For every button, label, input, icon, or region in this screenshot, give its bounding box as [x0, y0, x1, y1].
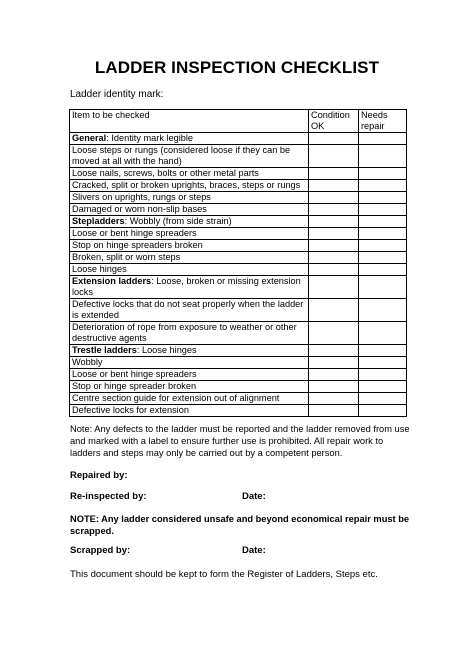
needs-repair-cell[interactable] [359, 168, 407, 180]
item-text: : Loose, broken or missing extension locks [72, 276, 301, 297]
section-heading: Stepladders [72, 216, 125, 226]
document-title: LADDER INSPECTION CHECKLIST [94, 58, 380, 77]
needs-repair-cell[interactable] [359, 180, 407, 192]
needs-repair-cell[interactable] [359, 252, 407, 264]
table-row [70, 240, 407, 252]
condition-ok-cell[interactable] [309, 145, 359, 168]
checklist-item [70, 345, 309, 357]
condition-ok-cell[interactable] [309, 216, 359, 228]
item-text: : Loose hinges [136, 345, 197, 355]
checklist-item [70, 240, 309, 252]
table-row [70, 264, 407, 276]
scrapped-by-label: Scrapped by: [70, 545, 131, 556]
item-text: Loose nails, screws, bolts or other metal parts [72, 168, 259, 178]
table-row [70, 369, 407, 381]
item-text: : Identity mark legible [106, 133, 194, 143]
checklist-item [70, 369, 309, 381]
needs-repair-cell[interactable] [359, 393, 407, 405]
needs-repair-cell[interactable] [359, 228, 407, 240]
section-heading: General [72, 133, 107, 143]
needs-repair-cell[interactable] [359, 405, 407, 417]
condition-ok-cell[interactable] [309, 276, 359, 299]
item-text: Cracked, split or broken uprights, braces, steps or rungs [72, 180, 301, 190]
table-row [70, 276, 407, 299]
scrap-warning: NOTE: Any ladder considered unsafe and beyond economical repair must be scrapped. [70, 514, 410, 536]
needs-repair-cell[interactable] [359, 369, 407, 381]
condition-ok-cell[interactable] [309, 180, 359, 192]
checklist-item [70, 192, 309, 204]
condition-ok-cell[interactable] [309, 228, 359, 240]
table-row [70, 252, 407, 264]
needs-repair-cell[interactable] [359, 133, 407, 145]
item-text: Stop or hinge spreader broken [72, 381, 197, 391]
condition-ok-cell[interactable] [309, 405, 359, 417]
item-text: Deterioration of rope from exposure to weather or other destructive agents [72, 322, 297, 343]
needs-repair-cell[interactable] [359, 216, 407, 228]
checklist-item [70, 133, 309, 145]
item-text: Wobbly [72, 357, 103, 367]
reinspected-date-label: Date: [242, 491, 266, 502]
table-row [70, 145, 407, 168]
repaired-by-label: Repaired by: [70, 470, 128, 481]
needs-repair-cell[interactable] [359, 240, 407, 252]
item-text: Defective locks for extension [72, 405, 189, 415]
condition-ok-cell[interactable] [309, 299, 359, 322]
item-text: : Wobbly (from side strain) [124, 216, 232, 226]
condition-ok-cell[interactable] [309, 240, 359, 252]
checklist-item [70, 216, 309, 228]
ladder-identity-label: Ladder identity mark: [70, 89, 164, 100]
item-text: Broken, split or worn steps [72, 252, 181, 262]
needs-repair-cell[interactable] [359, 322, 407, 345]
item-text: Damaged or worn non-slip bases [72, 204, 207, 214]
condition-ok-cell[interactable] [309, 345, 359, 357]
needs-repair-cell[interactable] [359, 192, 407, 204]
table-row [70, 216, 407, 228]
section-heading: Trestle ladders [72, 345, 137, 355]
header-needs-repair: Needs repair [359, 110, 407, 133]
inspection-checklist-table [69, 109, 407, 417]
table-row [70, 228, 407, 240]
needs-repair-cell[interactable] [359, 276, 407, 299]
item-text: Stop on hinge spreaders broken [72, 240, 203, 250]
condition-ok-cell[interactable] [309, 357, 359, 369]
header-condition-ok: Condition OK [309, 110, 359, 133]
table-row [70, 405, 407, 417]
header-item: Item to be checked [70, 110, 309, 133]
condition-ok-cell[interactable] [309, 322, 359, 345]
table-header-row [70, 110, 407, 133]
table-row [70, 322, 407, 345]
item-text: Centre section guide for extension out of alignment [72, 393, 280, 403]
item-text: Slivers on uprights, rungs or steps [72, 192, 211, 202]
needs-repair-cell[interactable] [359, 381, 407, 393]
checklist-item [70, 357, 309, 369]
checklist-item [70, 405, 309, 417]
checklist-item [70, 381, 309, 393]
condition-ok-cell[interactable] [309, 192, 359, 204]
table-row [70, 180, 407, 192]
checklist-item [70, 204, 309, 216]
needs-repair-cell[interactable] [359, 145, 407, 168]
item-text: Loose or bent hinge spreaders [72, 369, 197, 379]
needs-repair-cell[interactable] [359, 345, 407, 357]
needs-repair-cell[interactable] [359, 357, 407, 369]
reinspected-by-label: Re-inspected by: [70, 491, 147, 502]
defects-note: Note: Any defects to the ladder must be reported and the ladder removed from use and marked with a label to ensure further use is prohibited. All repair work to ladders and steps may only be carried out by a competent person. [70, 424, 410, 458]
condition-ok-cell[interactable] [309, 252, 359, 264]
register-footer: This document should be kept to form the Register of Ladders, Steps etc. [70, 569, 378, 580]
item-text: Loose or bent hinge spreaders [72, 228, 197, 238]
item-text: Loose hinges [72, 264, 127, 274]
checklist-item [70, 264, 309, 276]
checklist-item [70, 180, 309, 192]
section-heading: Extension ladders [72, 276, 152, 286]
needs-repair-cell[interactable] [359, 264, 407, 276]
checklist-item [70, 145, 309, 168]
needs-repair-cell[interactable] [359, 204, 407, 216]
condition-ok-cell[interactable] [309, 204, 359, 216]
item-text: Defective locks that do not seat properly when the ladder is extended [72, 299, 304, 320]
table-row [70, 357, 407, 369]
table-row [70, 345, 407, 357]
item-text: Loose steps or rungs (considered loose if they can be moved at all with the hand) [72, 145, 291, 166]
table-row [70, 133, 407, 145]
checklist-item [70, 228, 309, 240]
needs-repair-cell[interactable] [359, 299, 407, 322]
condition-ok-cell[interactable] [309, 264, 359, 276]
checklist-item [70, 276, 309, 299]
checklist-item [70, 299, 309, 322]
condition-ok-cell[interactable] [309, 393, 359, 405]
table-row [70, 393, 407, 405]
scrapped-date-label: Date: [242, 545, 266, 556]
table-row [70, 204, 407, 216]
checklist-item [70, 393, 309, 405]
condition-ok-cell[interactable] [309, 168, 359, 180]
checklist-item [70, 168, 309, 180]
table-row [70, 299, 407, 322]
condition-ok-cell[interactable] [309, 133, 359, 145]
condition-ok-cell[interactable] [309, 381, 359, 393]
checklist-item [70, 322, 309, 345]
condition-ok-cell[interactable] [309, 369, 359, 381]
table-row [70, 192, 407, 204]
table-row [70, 168, 407, 180]
table-row [70, 381, 407, 393]
checklist-item [70, 252, 309, 264]
